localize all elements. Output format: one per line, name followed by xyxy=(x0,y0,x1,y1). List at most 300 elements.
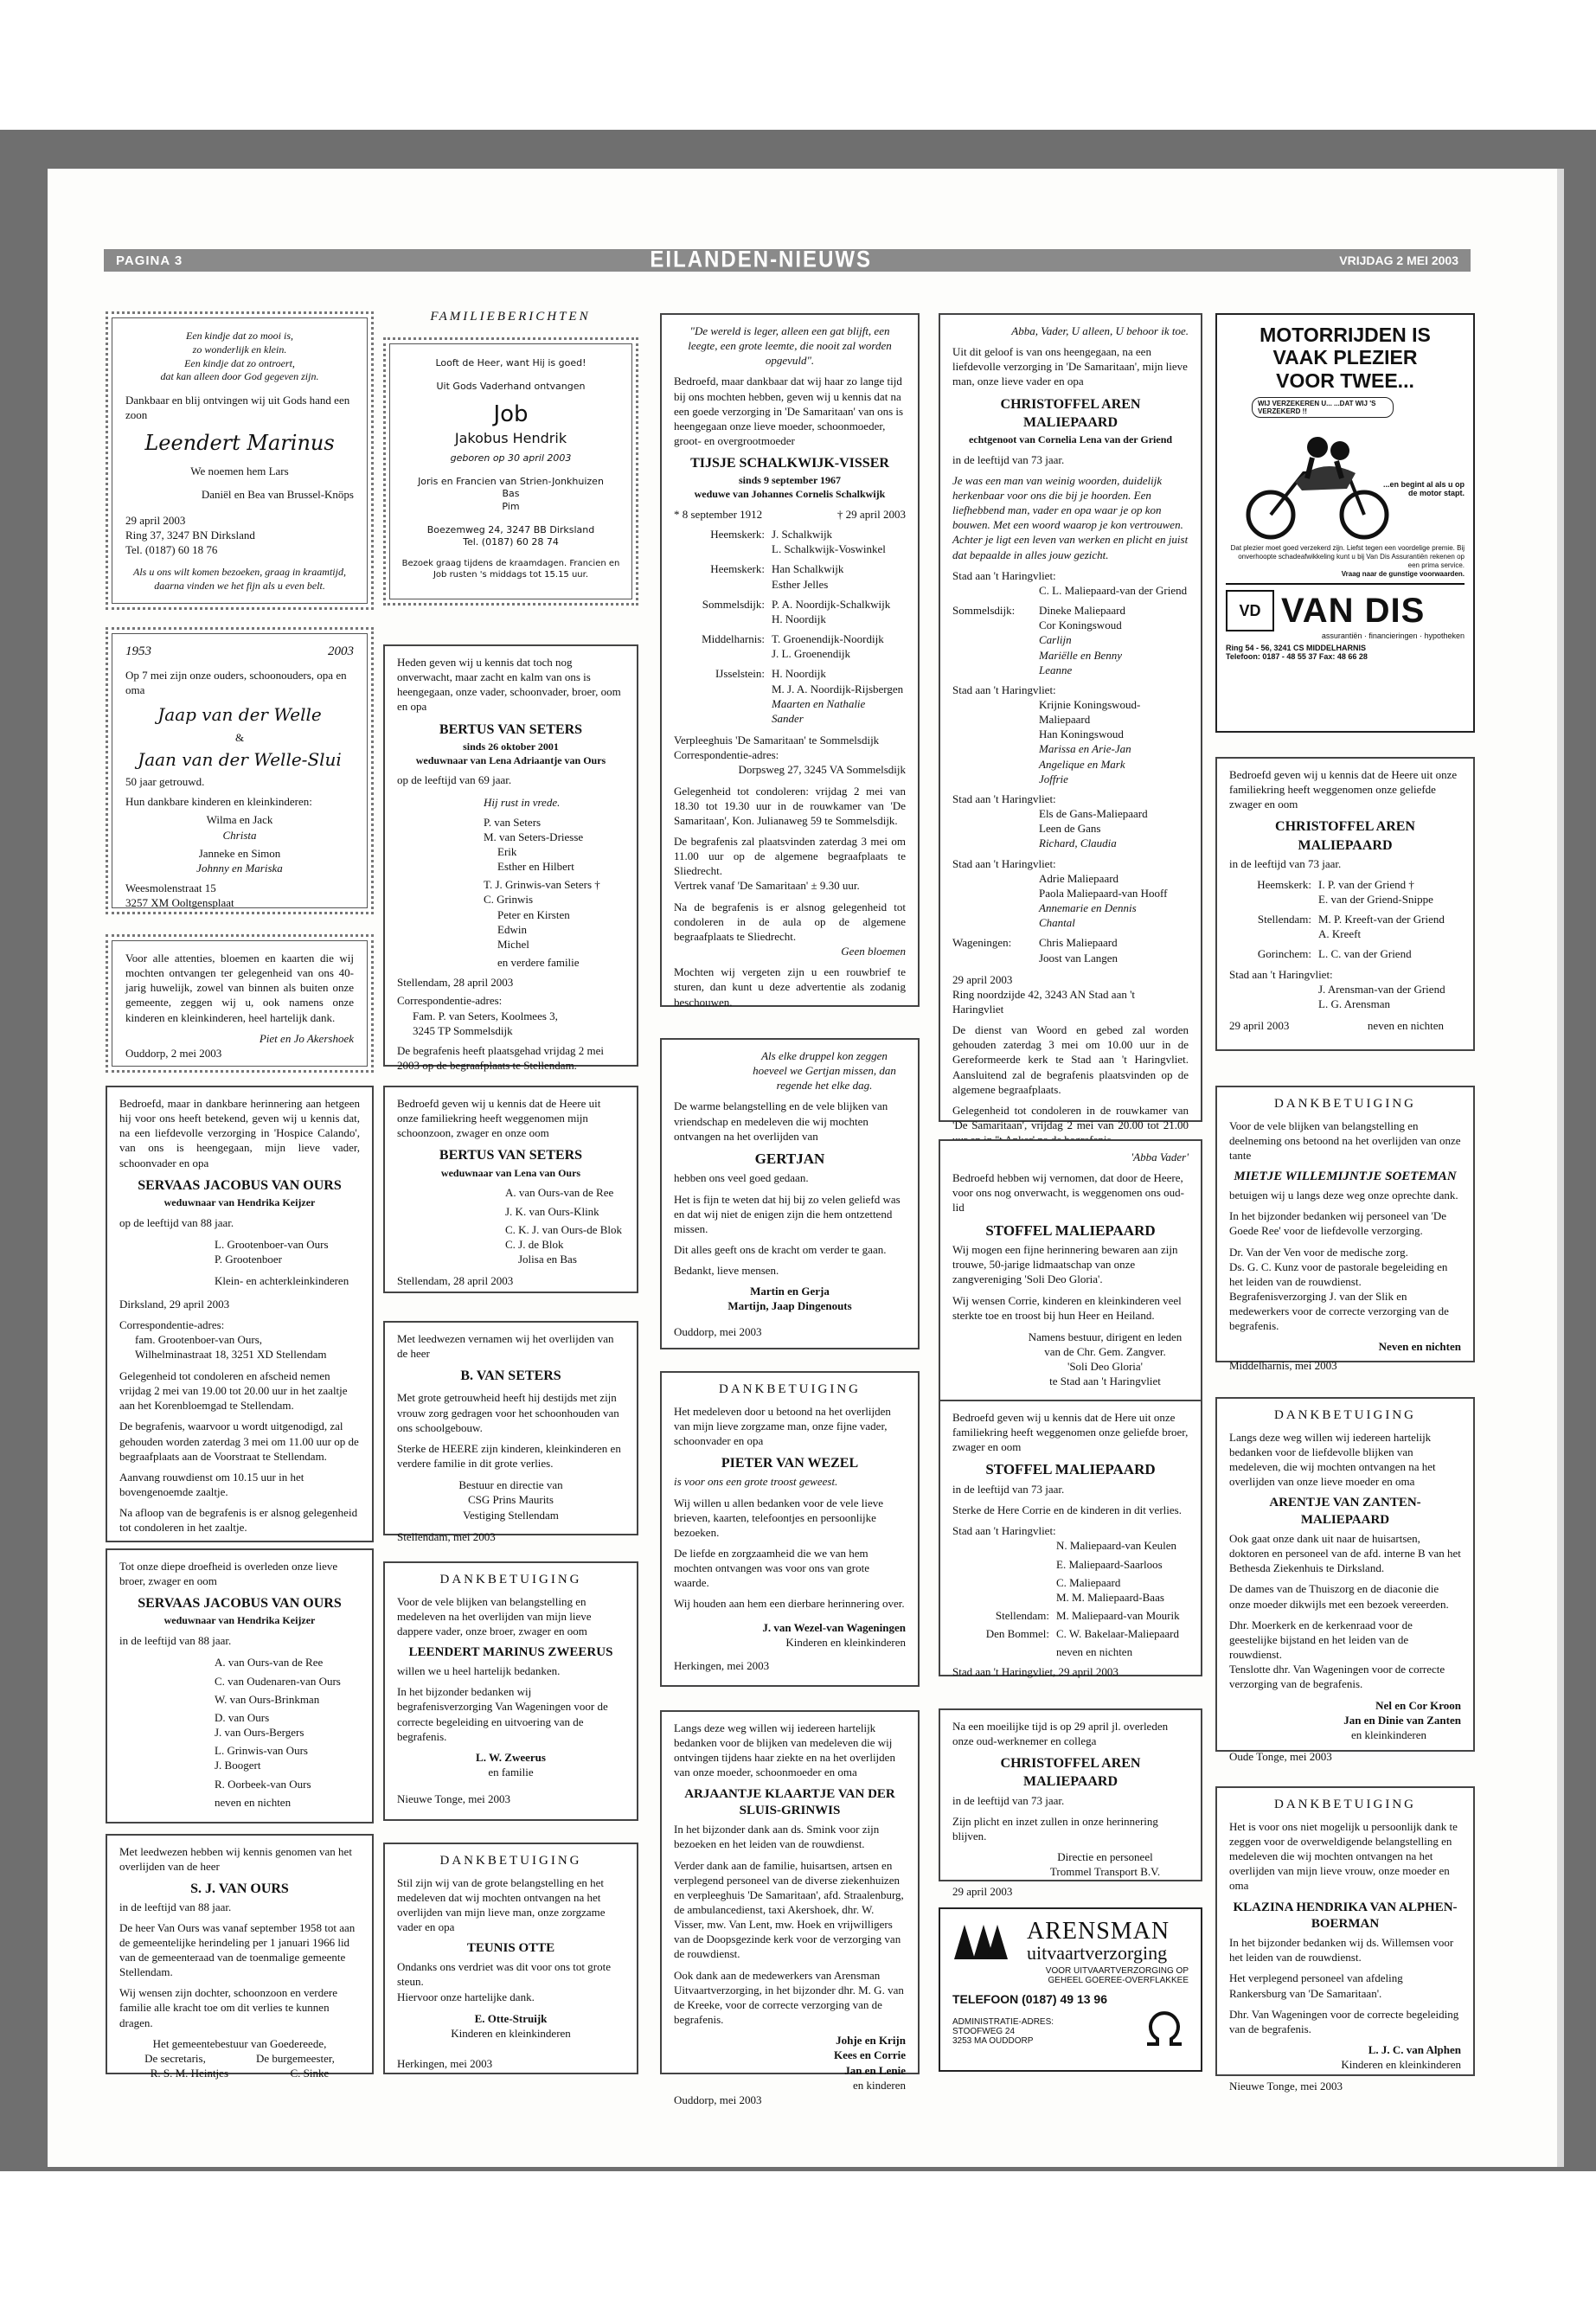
family-member: E. Maliepaard-Saarloos xyxy=(1056,1557,1163,1571)
deceased-name: S. J. VAN OURS xyxy=(190,1881,289,1897)
thanks-line: In het bijzonder dank aan ds. Smink voor zijn bezoeken en het leiden van de rouwdienst. xyxy=(674,1823,880,1851)
family-member: neven en nichten xyxy=(1056,1645,1133,1659)
place-date: Nieuwe Tonge, mei 2003 xyxy=(1229,2080,1343,2093)
family-member: C. J. de Blok xyxy=(505,1237,564,1251)
family-member: Esther Jelles xyxy=(772,577,829,591)
arensman-tagline: GEHEEL GOEREE-OVERFLAKKEE xyxy=(1048,1976,1189,1985)
arensman-tagline: VOOR UITVAARTVERZORGING OP xyxy=(1045,1966,1189,1976)
page-number: PAGINA 3 xyxy=(116,253,183,268)
signature-line: 'Soli Deo Gloria' xyxy=(1067,1360,1143,1374)
condolence-wish: Wij wensen Corrie, kinderen en kleinkinderen veel sterkte toe en troost bij hun Heer en Heiland. xyxy=(952,1293,1182,1322)
advert-text: Vraag naar de gunstige voorwaarden. xyxy=(1341,570,1465,579)
deceased-name: ARJAANTJE KLAARTJE VAN DER SLUIS-GRINWIS xyxy=(684,1786,895,1818)
obituary-van-ours-municipality xyxy=(106,1834,374,2080)
obituary-maliepaard-in-laws xyxy=(1215,757,1475,1051)
quote: Als elke druppel kon zeggen hoeveel we Gertjan missen, dan regende het elke dag. xyxy=(753,1049,896,1093)
family-member: A. Kreeft xyxy=(1318,927,1362,941)
obituary-text: Bedroefd geven wij u kennis dat de Heere uit onze familiekring heeft weggenomen mijn schoonzoon, zwager en onze oom xyxy=(397,1097,601,1140)
address-line: 3257 XM Ooltgensplaat xyxy=(125,896,234,910)
deceased-name: STOFFEL MALIEPAARD xyxy=(985,1221,1156,1239)
van-dis-advert xyxy=(1215,313,1475,733)
family-member: Sander xyxy=(772,711,804,725)
deceased-subtitle: weduwnaar van Hendrika Keijzer xyxy=(163,1195,316,1208)
thanks-gertjan xyxy=(660,1038,920,1349)
grandchild-name: Johnny en Mariska xyxy=(196,861,283,875)
deceased-age: in de leeftijd van 73 jaar. xyxy=(952,1482,1065,1496)
thanks-line: Hiervoor onze hartelijke dank. xyxy=(397,1990,535,2003)
thanks-line: De dames van de Thuiszorg en de diaconie die onze moeder dikwijls met een bezoek vereerden. xyxy=(1229,1582,1449,1611)
deceased-age: in de leeftijd van 73 jaar. xyxy=(952,452,1065,466)
obituary-maliepaard-family xyxy=(939,313,1202,1132)
deceased-subtitle: weduwnaar van Lena van Ours xyxy=(440,1166,581,1179)
arensman-advert xyxy=(939,1907,1202,2072)
family-member: Marissa en Arie-Jan xyxy=(1039,742,1131,756)
family-member: L. C. van der Griend xyxy=(1318,947,1412,961)
obituary-text: Na een moeilijke tijd is op 29 april jl. overleden onze oud-werknemer en collega xyxy=(952,1720,1169,1748)
signature: E. Otte-Struijk xyxy=(474,2011,548,2025)
correspondence-label: Correspondentie-adres: xyxy=(119,1317,225,1331)
quote: 'Abba Vader' xyxy=(1131,1150,1189,1163)
family-member: Paola Maliepaard-van Hooff xyxy=(1039,886,1168,900)
family-member: L. G. Arensman xyxy=(1318,997,1391,1010)
departure-info: Vertrek vanaf 'De Samaritaan' ± 9.30 uur. xyxy=(674,879,860,893)
obituary-text: Heden geven wij u kennis dat toch nog onverwacht, maar zacht en kalm van ons is heengegaan, onze vader, schoonvader, broer, oom en opa xyxy=(397,656,621,714)
mayor-label: De burgemeester, xyxy=(255,2051,335,2065)
family-member: Han Koningswoud xyxy=(1039,727,1124,741)
condolence-info: Gelegenheid tot condoleren: vrijdag 2 mei van 18.30 tot 19.30 uur in de rouwkamer van 'De Samaritaan', Kon. Julianaweg 59 te Sommelsdijk. xyxy=(674,784,906,827)
obituary-text: Bedroefd geven wij u kennis dat de Heere uit onze familiekring heeft weggenomen onze geliefde zwager en oom xyxy=(1229,768,1458,811)
family-member: H. Noordijk xyxy=(772,667,826,681)
family-member: J. Boogert xyxy=(215,1759,261,1772)
correspondence-label: Correspondentie-adres: xyxy=(674,748,779,762)
telephone: Tel. (0187) 60 18 76 xyxy=(125,542,218,556)
thanks-akershoek xyxy=(106,934,374,1073)
thanks-van-zanten xyxy=(1215,1397,1475,1764)
thanks-soeteman xyxy=(1215,1086,1475,1372)
signature: L. J. C. van Alphen xyxy=(1368,2043,1461,2057)
arensman-logo-icon xyxy=(952,1921,1022,1961)
family-member: M. P. Kreeft-van der Griend xyxy=(1318,913,1445,926)
deceased-name: ARENTJE VAN ZANTEN-MALIEPAARD xyxy=(1269,1496,1421,1528)
thanks-van-wezel xyxy=(660,1371,920,1687)
family-place: Stad aan 't Haringvliet: xyxy=(952,856,1056,870)
death-date: † 29 april 2003 xyxy=(836,508,906,522)
thanks-line: is voor ons een grote troost geweest. xyxy=(674,1475,838,1489)
family-member: D. van Ours xyxy=(215,1710,270,1724)
baby-name: Leendert Marinus xyxy=(144,430,335,455)
deceased-name: PIETER VAN WEZEL xyxy=(721,1456,859,1471)
family-member: P. A. Noordijk-Schalkwijk xyxy=(772,597,891,611)
signature-line: Trommel Transport B.V. xyxy=(1049,1865,1161,1879)
family-member: Chantal xyxy=(1039,916,1075,930)
thanks-line: In het bijzonder bedanken wij personeel van 'De Goede Ree' voor de liefdevolle verzorging. xyxy=(1229,1209,1447,1238)
family-member: Joost van Langen xyxy=(1039,951,1118,965)
family-member: M. Maliepaard-van Mourik xyxy=(1056,1609,1180,1622)
address-line: Weesmolenstraat 15 xyxy=(125,881,216,894)
family-member: C. L. Maliepaard-van der Griend xyxy=(1039,583,1188,597)
address-line: STOOFWEG 24 xyxy=(952,2027,1016,2036)
thanks-line: Ook gaat onze dank uit naar de huisartsen, doktoren en personeel van de afd. interne B van het Bethesda Ziekenhuis te Dirksland. xyxy=(1229,1532,1461,1575)
family-member: M. J. A. Noordijk-Rijsbergen xyxy=(772,682,904,695)
address: Ring 37, 3247 BN Dirksland xyxy=(125,528,255,542)
intro-line: Uit Gods Vaderhand ontvangen xyxy=(436,380,586,392)
condolence-wish: Wij wensen zijn dochter, schoonzoon en verdere familie alle kracht toe om dit verlies te kunnen dragen. xyxy=(119,1986,338,2029)
signature-line: te Stad aan 't Haringvliet xyxy=(1049,1375,1161,1388)
thanks-line: Bedankt, lieve mensen. xyxy=(674,1264,779,1278)
no-flowers: Geen bloemen xyxy=(841,945,906,958)
family-member: Cor Koningswoud xyxy=(1039,619,1122,632)
thanks-van-alphen-boerman xyxy=(1215,1786,1475,2093)
correspondence-label: Correspondentie-adres: xyxy=(397,994,503,1008)
tribute-text: Met grote getrouwheid heeft hij destijds met zijn vrouw zorg gedragen voor het schoonhouden van ons schoolgebouw. xyxy=(397,1391,619,1434)
place-date: Stellendam, 28 april 2003 xyxy=(397,1274,514,1288)
thanks-text: Stil zijn wij van de grote belangstelling en het medeleven dat wij mochten ontvangen na het overlijden van mijn lieve man, onze zorgzame vader en opa xyxy=(397,1875,606,1934)
place-date: Middelharnis, mei 2003 xyxy=(1229,1358,1337,1372)
signature: Piet en Jo Akershoek xyxy=(259,1031,354,1045)
family-member: Carlijn xyxy=(1039,633,1072,647)
anniversary-intro: Op 7 mei zijn onze ouders, schoonouders, opa en oma xyxy=(125,668,347,696)
thanks-text: Voor alle attenties, bloemen en kaarten die wij mochten ontvangen ter gelegenheid van ons 40-jarig huwelijk, zowel van binnen als buiten onze gemeente, zeggen wij u, ook namens onze kinderen en kleinkinderen, heel hartelijk dank. xyxy=(125,952,354,1024)
place-date: 29 april 2003 xyxy=(1229,1019,1290,1033)
mayor-name: C. Sinke xyxy=(290,2066,330,2080)
signature: Johje en Krijn xyxy=(836,2034,906,2048)
family-member: neven en nichten xyxy=(215,1795,292,1809)
thanks-line: Ds. G. C. Kunz voor de pastorale begeleiding en het leiden van de rouwdienst. xyxy=(1229,1259,1448,1288)
thanks-header: DANKBETUIGING xyxy=(1274,1097,1416,1111)
thanks-line: Dr. Van der Ven voor de medische zorg. xyxy=(1229,1245,1408,1259)
family-member: Han Schalkwijk xyxy=(772,562,844,576)
family-place: Wageningen: xyxy=(952,936,1012,950)
family-member: P. Grootenboer xyxy=(215,1253,282,1266)
speech-bubble: WIJ VERZEKEREN U... ...DAT WIJ 'S VERZEKERD !! xyxy=(1252,397,1394,418)
thanks-line: Dhr. Van Wageningen voor de correcte begeleiding van de begrafenis. xyxy=(1229,2007,1459,2035)
condolence-info: Gelegenheid tot condoleren en afscheid nemen vrijdag 2 mei van 19.00 tot 20.00 uur in het zaaltje aan het Korenbloemgad te Stellendam. xyxy=(119,1368,348,1413)
thanks-header: DANKBETUIGING xyxy=(1274,1408,1416,1422)
tribute-text: Zijn plicht en inzet zullen in onze herinnering blijven. xyxy=(952,1814,1158,1843)
family-member: Erik xyxy=(497,845,517,859)
poem-line: dat kan alleen door God gegeven zijn. xyxy=(160,370,319,383)
council-info: De heer Van Ours was vanaf september 1958 tot aan de gemeentelijke herindeling per 1 januari 1966 lid van de gemeenteraad van de toenmalige gemeente Stellendam. xyxy=(119,1920,356,1979)
thanks-van-der-sluis-grinwis xyxy=(660,1710,920,2106)
widowed-since: sinds 9 september 1967 xyxy=(738,474,842,487)
poem-line: zo wonderlijk en klein. xyxy=(192,343,287,356)
arensman-subtitle: uitvaartverzorging xyxy=(1027,1942,1168,1964)
family-member: L. Grinwis-van Ours xyxy=(215,1744,308,1758)
family-member: Edwin xyxy=(497,922,527,936)
signature-line: CSG Prins Maurits xyxy=(468,1493,554,1507)
signature: Kees en Corrie xyxy=(833,2048,906,2062)
family-place: Stad aan 't Haringvliet: xyxy=(952,568,1056,582)
condolence-wish: Sterke de HEERE zijn kinderen, kleinkinderen en verdere familie in dit grote verlies. xyxy=(397,1441,621,1471)
birth-date: geboren op 30 april 2003 xyxy=(450,452,572,465)
family-member: L. Schalkwijk-Voswinkel xyxy=(772,542,886,556)
family-member: en verdere familie xyxy=(497,956,580,970)
family-member: Peter en Kirsten xyxy=(497,907,570,921)
family-place: Heemskerk: xyxy=(1257,877,1311,891)
page-edge xyxy=(1557,169,1564,2167)
deceased-name: CHRISTOFFEL AREN MALIEPAARD xyxy=(1000,1756,1141,1790)
signature: Nel en Cor Kroon xyxy=(1375,1698,1461,1712)
signature: Kinderen en kleinkinderen xyxy=(451,2026,571,2040)
van-dis-logo-icon: VD xyxy=(1226,590,1274,631)
family-member: C. K. J. van Ours-de Blok xyxy=(505,1222,623,1236)
thanks-text: Voor de vele blijken van belangstelling en deelneming ons betoond na het overlijden van onze tante xyxy=(1229,1118,1461,1163)
headline-line: VAAK PLEZIER xyxy=(1272,346,1418,369)
family-place: Stad aan 't Haringvliet: xyxy=(952,792,1056,805)
kids-heading: Hun dankbare kinderen en kleinkinderen: xyxy=(125,795,312,809)
family-place: IJsselstein: xyxy=(715,667,765,681)
place-date: 29 april 2003 xyxy=(952,1885,1013,1899)
telephone-number: 49 13 96 xyxy=(1060,1992,1107,2006)
place-date: Nieuwe Tonge, mei 2003 xyxy=(397,1792,510,1806)
thanks-line: De liefde en zorgzaamheid die we van hem mochten ontvangen was voor ons van grote waarde. xyxy=(674,1547,870,1590)
obituary-van-ours-family xyxy=(106,1086,374,1542)
family-member: J. Arensman-van der Griend xyxy=(1318,982,1445,996)
thanks-line: Begrafenisverzorging J. van der Slik en medewerkers voor de correcte verzorging van de begrafenis. xyxy=(1229,1290,1449,1333)
thanks-line: betuigen wij u langs deze weg onze oprechte dank. xyxy=(1229,1189,1458,1202)
deceased-name: B. VAN SETERS xyxy=(460,1368,561,1384)
family-member: Michel xyxy=(497,937,529,951)
family-member: Angelique en Mark xyxy=(1039,757,1125,771)
poem: Je was een man van weinig woorden, duidelijk herkenbaar voor ons die bij je hoorden. Een liefhebbend man, vader en opa waar je op kon bouwen. Met een woord waarop je kon vertrouwen. Achter je ligt een leven van werken en plicht en juist dat bepaalde in alles jouw gezicht. xyxy=(952,473,1189,561)
family-member: N. Maliepaard-van Keulen xyxy=(1056,1539,1176,1553)
thanks-line: Ook dank aan de medewerkers van Arensman Uitvaartverzorging, in het bijzonder dhr. M. G. van de Kreeke, voor de correcte verzorging van de begrafenis. xyxy=(674,1968,904,2027)
service-info: Aanvang rouwdienst om 10.15 uur in het bovengenoemde zaaltje. xyxy=(119,1470,304,1499)
thanks-text: Langs deze weg willen wij iedereen hartelijk bedanken voor de liefdevolle blijken van medeleven, die wij mochten ontvangen na het overlijden van onze lieve moeder en oma xyxy=(1229,1430,1436,1489)
family-place: Heemskerk: xyxy=(710,562,765,576)
family-member: W. van Ours-Brinkman xyxy=(215,1692,320,1706)
thanks-text: Voor de vele blijken van belangstelling en medeleven na het overlijden van mijn lieve dappere vader, onze broer, zwager en oom xyxy=(397,1594,592,1638)
van-dis-telephone: Telefoon: 0187 - 48 55 37 Fax: 48 66 28 xyxy=(1226,652,1368,662)
baby-full-name: Jakobus Hendrik xyxy=(454,430,567,447)
year-start: 1953 xyxy=(125,644,151,658)
family-member: I. P. van der Griend † xyxy=(1318,877,1414,891)
family-member: E. van der Griend-Snippe xyxy=(1318,893,1433,906)
signature: L. W. Zweerus xyxy=(476,1750,546,1764)
thanks-line: willen we u heel hartelijk bedanken. xyxy=(397,1664,561,1678)
obituary-van-seters-family xyxy=(383,644,638,1073)
obituary-text: Met leedwezen hebben wij kennis genomen van het overlijden van de heer xyxy=(119,1845,352,1874)
thanks-line: Ondanks ons verdriet was dit voor ons tot grote steun. xyxy=(397,1960,611,1989)
advert-text: ...en begint al als u op de motor stapt. xyxy=(1382,480,1465,498)
family-member: Maarten en Nathalie xyxy=(772,696,866,710)
place-date: Herkingen, mei 2003 xyxy=(397,2057,493,2070)
thanks-line: Wij willen u allen bedanken voor de vele lieve brieven, kaarten, telefoontjes en persoonlijke bezoeken. xyxy=(674,1496,884,1539)
signature-line: Bestuur en directie van xyxy=(458,1478,563,1492)
van-dis-address: Ring 54 - 56, 3241 CS MIDDELHARNIS xyxy=(1226,644,1367,653)
family-member: M. M. Maliepaard-Baas xyxy=(1056,1590,1164,1604)
correspondence-line: Dorpsweg 27, 3245 VA Sommelsdijk xyxy=(738,763,906,777)
place-date: Stellendam, mei 2003 xyxy=(397,1529,496,1543)
thanks-header: DANKBETUIGING xyxy=(719,1382,861,1396)
advert-text: Dat plezier moet goed verzekerd zijn. Liefst tegen een voordelige premie. Bij onverhoopte schadeafwikkeling kunt u bij Van Dis Assurantiën rekenen op een prima service. xyxy=(1230,544,1465,570)
deceased-subtitle: echtgenoot van Cornelia Lena van der Griend xyxy=(968,433,1173,445)
obituary-text: Bedroefd geven wij u kennis dat de Here uit onze familiekring heeft weggenomen onze geliefde broer, zwager en oom xyxy=(952,1411,1189,1454)
burial-info: De begrafenis heeft plaatsgehad vrijdag 2 mei 2003 op de begraafplaats te Stellendam. xyxy=(397,1043,604,1073)
deceased-name: STOFFEL MALIEPAARD xyxy=(985,1461,1156,1478)
thanks-line: hebben ons veel goed gedaan. xyxy=(674,1171,809,1185)
thanks-text: De warme belangstelling en de vele blijken van vriendschap en medeleven die wij mochten ontvangen na het overlijden van xyxy=(674,1099,888,1143)
signature-line: Vestiging Stellendam xyxy=(463,1508,559,1522)
family-member: A. van Ours-van de Ree xyxy=(505,1186,614,1200)
deceased-name: CHRISTOFFEL AREN MALIEPAARD xyxy=(1275,819,1415,853)
family-member: C. van Oudenaren-van Ours xyxy=(215,1674,341,1688)
thanks-line: In het bijzonder bedanken wij begrafenisverzorging Van Wageningen voor de correcte begeleiding en uitvoering van de begrafenis. xyxy=(397,1685,608,1743)
place-date: Ouddorp, mei 2003 xyxy=(674,2093,762,2106)
family-member: Annemarie en Dennis xyxy=(1039,901,1137,915)
funeral-info: De begrafenis, waarvoor u wordt uitgenodigd, zal gehouden worden zaterdag 3 mei om 11.00 uur op de begraafplaats aan de Voorstraat te Stellendam. xyxy=(119,1420,359,1463)
deceased-subtitle: weduwnaar van Lena Adriaantje van Ours xyxy=(415,753,606,766)
deceased-name: SERVAAS JACOBUS VAN OURS xyxy=(138,1177,342,1193)
family-member: T. Groenendijk-Noordijk xyxy=(772,632,884,646)
family-member: Leanne xyxy=(1039,663,1073,676)
quote: Hij rust in vrede. xyxy=(484,795,561,809)
van-dis-services: assurantiën · financieringen · hypotheken xyxy=(1321,631,1465,641)
parents-names: Daniël en Bea van Brussel-Knöps xyxy=(201,488,354,502)
wife-name: Jaan van der Welle-Slui xyxy=(138,748,342,770)
family-member: J. Schalkwijk xyxy=(772,528,833,542)
family-place: Stad aan 't Haringvliet: xyxy=(952,683,1056,696)
signature: Martin en Gerja xyxy=(750,1285,830,1298)
family-place: Heemskerk: xyxy=(710,528,765,542)
family-member: M. van Seters-Driesse xyxy=(484,830,584,843)
place-date: Stad aan 't Haringvliet, 29 april 2003 xyxy=(952,1665,1118,1679)
visit-note: Bezoek graag tijdens de kraamdagen. Francien en Job rusten 's middags tot 15.15 uur. xyxy=(401,558,620,580)
thanks-zweerus xyxy=(383,1561,638,1821)
family-member: Klein- en achterkleinkinderen xyxy=(215,1274,349,1288)
quote: "De wereld is leger, alleen een gat blijft, een leegte, een grote leemte, die nooit zal worden opgevuld". xyxy=(688,324,892,368)
birth-announcement-job xyxy=(383,337,638,606)
secretary-label: De secretaris, xyxy=(144,2051,206,2065)
signature: en kinderen xyxy=(852,2078,906,2092)
correspondence-line: Fam. P. van Seters, Koolmees 3, xyxy=(413,1009,558,1022)
parents-names: Joris en Francien van Strien-Jonkhuizen xyxy=(418,475,604,487)
husband-name: Jaap van der Welle xyxy=(157,704,322,726)
deceased-subtitle: weduwe van Johannes Cornelis Schalkwijk xyxy=(694,488,886,501)
deceased-name: BERTUS VAN SETERS xyxy=(439,721,583,737)
family-member: Richard, Claudia xyxy=(1039,836,1117,850)
years-married: 50 jaar getrouwd. xyxy=(125,775,205,789)
family-member: Leen de Gans xyxy=(1039,822,1101,836)
bible-text: Looft de Heer, want Hij is goed! xyxy=(435,357,586,369)
obituary-text: Met leedwezen vernamen wij het overlijden van de heer xyxy=(397,1332,614,1361)
deceased-name: KLAZINA HENDRIKA VAN ALPHEN-BOERMAN xyxy=(1233,1900,1458,1932)
mail-note: Mochten wij vergeten zijn u een rouwbrief te sturen, dan kunt u deze advertentie als zodanig beschouwen. xyxy=(674,965,906,1009)
telephone: Tel. (0187) 60 28 74 xyxy=(463,536,559,548)
thanks-line: Dhr. Moerkerk en de kerkenraad voor de geestelijke bijstand en het leiden van de rouwdienst. xyxy=(1229,1618,1413,1662)
address: Boezemweg 24, 3247 BB Dirksland xyxy=(426,523,595,535)
family-place: Middelharnis: xyxy=(702,632,765,646)
family-member: T. J. Grinwis-van Seters † xyxy=(484,878,600,892)
signature-line: Directie en personeel xyxy=(1057,1850,1153,1863)
issue-date: VRIJDAG 2 MEI 2003 xyxy=(1339,253,1458,267)
family-member: Esther en Hilbert xyxy=(497,860,574,874)
family-place: Sommelsdijk: xyxy=(702,597,765,611)
signature: Jan en Lenie xyxy=(844,2063,906,2077)
obituary-text: Tot onze diepe droefheid is overleden onze lieve broer, zwager en oom xyxy=(119,1560,338,1588)
birth-announcement-lars xyxy=(106,311,374,610)
family-member: C. Grinwis xyxy=(484,893,534,907)
deceased-age: op de leeftijd van 69 jaar. xyxy=(397,773,512,787)
obituary-maliepaard-employer xyxy=(939,1708,1202,1899)
secretary-name: R. S. M. Heintjes xyxy=(150,2066,229,2080)
signature: Kinderen en kleinkinderen xyxy=(1341,2058,1461,2072)
thanks-line: Verder dank aan de familie, huisartsen, artsen en verplegend personeel van de diverse ziekenhuizen en verpleeghuis 'De Samaritaan', afd. Straalenburg, de ambulancedienst, taxi Akershoek, dhr. W. Visser, mw. Van Lent, mw. Hoek en vrijwilligers van de Doopsgezinde kerk voor de verzorging van de rouwdienst. xyxy=(674,1858,904,1961)
poem-line: Een kindje dat zo ontroert, xyxy=(184,356,295,369)
sibling-name: Pim xyxy=(502,501,520,512)
headline-line: VOOR TWEE... xyxy=(1276,369,1414,392)
family-member: P. van Seters xyxy=(484,815,542,829)
family-place: Den Bommel: xyxy=(985,1627,1049,1641)
correspondence-line: Wilhelminastraat 18, 3251 XD Stellendam xyxy=(135,1347,327,1361)
deceased-name: MIETJE WILLEMIJNTJE SOETEMAN xyxy=(1234,1170,1457,1184)
arensman-brand: ARENSMAN xyxy=(1027,1918,1170,1945)
omega-icon xyxy=(1140,2011,1189,2046)
grandchild-name: Christa xyxy=(222,828,257,842)
signature-line: van de Chr. Gem. Zangver. xyxy=(1044,1345,1166,1358)
condolence-info: Gelegenheid tot condoleren in de rouwkamer van 'De Samaritaan', vrijdag 2 mei van 20.00 tot 21.00 xyxy=(952,1103,1189,1132)
thanks-header: DANKBETUIGING xyxy=(439,1854,582,1868)
board-label: Het gemeentebestuur van Goedereede, xyxy=(152,2036,327,2050)
obituary-schalkwijk-visser xyxy=(660,313,920,1007)
obituary-text: Bedroefd, maar dankbaar dat wij haar zo lange tijd bij ons mochten hebben, geven wij u kennis dat na een goede verzorging in 'De Samaritaan' van ons is heengegaan onze lieve moeder, schoonmoeder, groot- en overgrootmoeder xyxy=(674,375,904,448)
correspondence-line: fam. Grootenboer-van Ours, xyxy=(135,1332,263,1346)
deceased-name: SERVAAS JACOBUS VAN OURS xyxy=(138,1596,342,1612)
obituary-van-ours-siblings xyxy=(106,1548,374,1823)
obituary-maliepaard-choir xyxy=(939,1139,1202,1414)
deceased-age: in de leeftijd van 73 jaar. xyxy=(1229,856,1342,870)
address-label: ADMINISTRATIE-ADRES: xyxy=(952,2017,1054,2027)
headline-line: MOTORRIJDEN IS xyxy=(1259,324,1431,346)
thanks-header: DANKBETUIGING xyxy=(439,1573,582,1586)
quote: Abba, Vader, U alleen, U behoor ik toe. xyxy=(1011,324,1189,337)
obituary-maliepaard-siblings xyxy=(939,1400,1202,1679)
child-name: Wilma en Jack xyxy=(206,813,273,827)
birth-date: * 8 september 1912 xyxy=(674,508,763,522)
birth-intro: Dankbaar en blij ontvingen wij uit Gods hand een zoon xyxy=(125,394,350,422)
signature: Kinderen en kleinkinderen xyxy=(785,1635,906,1649)
family-member: J. L. Groenendijk xyxy=(772,647,850,661)
thanks-text: Het is voor ons niet mogelijk u persoonlijk dank te zeggen voor de overweldigende belangstelling en medeleven die wij mochten ontvangen na het overlijden van mijn lieve vrouw, onze moeder en oma xyxy=(1229,1819,1458,1893)
thanks-otte xyxy=(383,1843,638,2074)
deceased-age: in de leeftijd van 73 jaar. xyxy=(952,1793,1065,1807)
family-member: J. van Ours-Bergers xyxy=(215,1726,304,1740)
thanks-line: Dit alles geeft ons de kracht om verder te gaan. xyxy=(674,1243,887,1256)
family-member: Krijnie Koningswoud-Maliepaard xyxy=(1039,698,1141,727)
family-member: neven en nichten xyxy=(1367,1019,1444,1033)
family-member: Chris Maliepaard xyxy=(1039,936,1118,950)
obituary-text: Bedroefd hebben wij vernomen, dat door de Heere, voor ons nog onverwacht, is weggenomen ons oud-lid xyxy=(952,1171,1184,1215)
thanks-line: Wij houden aan hem een dierbare herinnering over. xyxy=(674,1597,905,1611)
child-name: Janneke en Simon xyxy=(198,846,281,860)
anniversary-van-der-welle xyxy=(106,627,374,914)
thanks-line: In het bijzonder bedanken wij ds. Willemsen voor het leiden van de rouwdienst. xyxy=(1229,1936,1454,1965)
anniversary-years xyxy=(125,644,354,661)
family-member: Joffrie xyxy=(1039,772,1068,785)
family-member: C. Maliepaard xyxy=(1056,1575,1121,1589)
masthead xyxy=(104,249,1471,272)
family-notices-header: FAMILIEBERICHTEN xyxy=(430,310,591,324)
tribute-text: Wij mogen een fijne herinnering bewaren aan zijn trouwe, 50-jarige lidmaatschap van onze zangvereniging 'Soli Deo Gloria'. xyxy=(952,1243,1178,1286)
after-funeral-info: Na afloop van de begrafenis is er alsnog gelegenheid tot condoleren in het zaaltje. xyxy=(119,1506,358,1535)
deceased-name: LEENDERT MARINUS ZWEERUS xyxy=(408,1645,613,1660)
signature: J. van Wezel-van Wageningen xyxy=(762,1620,906,1634)
motorcycle-illustration-icon xyxy=(1234,421,1399,542)
signature: Martijn, Jaap Dingenouts xyxy=(727,1299,852,1313)
thanks-line: Het is fijn te weten dat hij bij zo velen geliefd was en dat wij niet de enigen zijn die hem ontzettend missen. xyxy=(674,1192,901,1235)
thanks-header: DANKBETUIGING xyxy=(1274,1798,1416,1811)
baby-name: Job xyxy=(493,401,529,428)
